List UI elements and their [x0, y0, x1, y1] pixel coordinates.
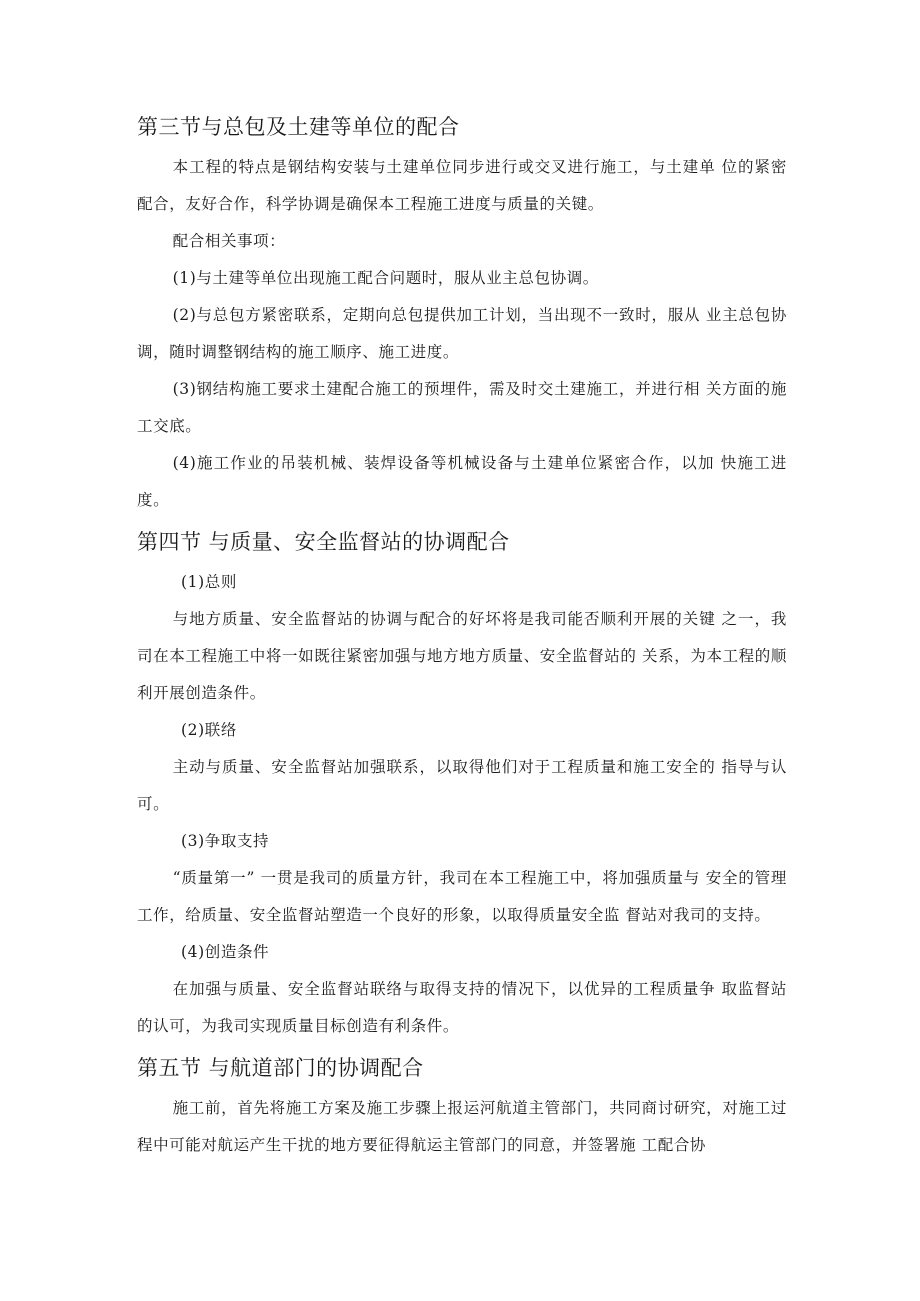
- section-3-item-3: (3)钢结构施工要求土建配合施工的预埋件，需及时交土建施工，并进行相 关方面的施工交底。: [137, 380, 787, 435]
- section-4-sub-1-text: 与地方质量、安全监督站的协调与配合的好坏将是我司能否顺利开展的关键 之一，我司在本工程施工中将一如既往紧密加强与地方地方质量、安全监督站的 关系，为本工程的顺利开展创造条件。: [137, 610, 787, 702]
- section-3-intro: 本工程的特点是钢结构安装与土建单位同步进行或交叉进行施工，与土建单 位的紧密配合，友好合作，科学协调是确保本工程施工进度与质量的关键。: [137, 158, 787, 213]
- section-3-heading: 第三节与总包及土建等单位的配合: [137, 115, 460, 139]
- document-page: [137, 112, 787, 1164]
- section-5-heading: 第五节 与航道部门的协调配合: [137, 1056, 424, 1080]
- section-4-sub-1-title: (1)总则: [181, 573, 237, 591]
- section-4-sub-2-title: (2)联络: [181, 721, 237, 739]
- section-4-sub-4-title: (4)创造条件: [181, 943, 270, 961]
- section-4-sub-3-title: (3)争取支持: [181, 832, 270, 850]
- section-4-sub-2-text: 主动与质量、安全监督站加强联系，以取得他们对于工程质量和施工安全的 指导与认可。: [137, 758, 787, 813]
- section-4-sub-3-text: “质量第一” 一贯是我司的质量方针，我司在本工程施工中，将加强质量与 安全的管理工作，给质量、安全监督站塑造一个良好的形象，以取得质量安全监 督站对我司的支持。: [137, 869, 787, 924]
- section-4-sub-4-text: 在加强与质量、安全监督站联络与取得支持的情况下，以优异的工程质量争 取监督站的认可，为我司实现质量目标创造有利条件。: [137, 980, 787, 1035]
- section-3-item-1: (1)与土建等单位出现施工配合问题时，服从业主总包协调。: [172, 269, 599, 287]
- section-3-items-label: 配合相关事项：: [172, 232, 286, 250]
- section-5-text: 施工前，首先将施工方案及施工步骤上报运河航道主管部门，共同商讨研究，对施工过程中可能对航运产生干扰的地方要征得航运主管部门的同意，并签署施 工配合协: [137, 1099, 787, 1154]
- section-3-item-2: (2)与总包方紧密联系，定期向总包提供加工计划，当出现不一致时，服从 业主总包协调，随时调整钢结构的施工顺序、施工进度。: [137, 306, 787, 361]
- section-3-item-4: (4)施工作业的吊装机械、装焊设备等机械设备与土建单位紧密合作，以加 快施工进度。: [137, 454, 787, 509]
- section-4-heading: 第四节 与质量、安全监督站的协调配合: [137, 530, 510, 554]
